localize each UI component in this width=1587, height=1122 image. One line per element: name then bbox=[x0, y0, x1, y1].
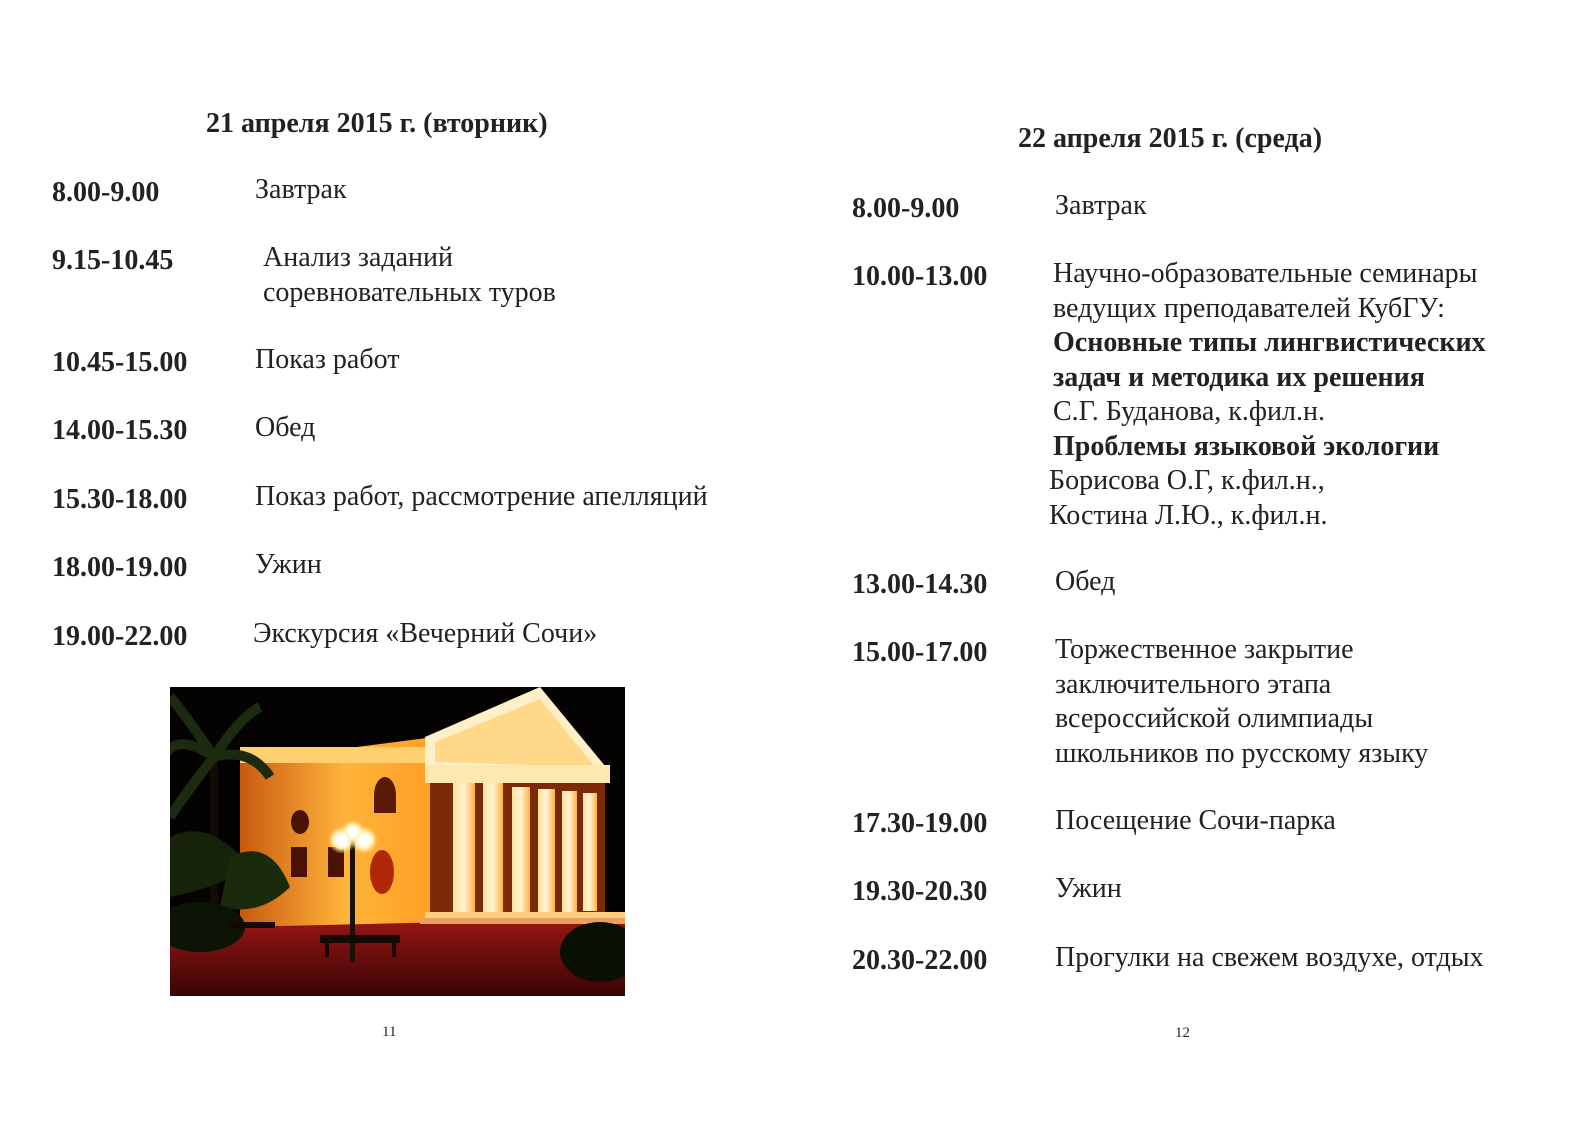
activity bbox=[253, 617, 597, 652]
activity bbox=[1055, 941, 1484, 976]
night-building-photo bbox=[170, 687, 625, 996]
lecturer-name: Костина Л.Ю., к.фил.н. bbox=[1049, 499, 1328, 531]
activity-line: Обед bbox=[1055, 566, 1116, 597]
activity-line: Анализ заданий bbox=[263, 242, 454, 273]
time-slot: 8.00-9.00 bbox=[52, 177, 160, 208]
page-number-left: 11 bbox=[382, 1024, 397, 1040]
activity-line: Торжественное закрытие bbox=[1055, 634, 1354, 665]
activity bbox=[1055, 189, 1147, 224]
activity-line: Показ работ bbox=[255, 344, 400, 375]
time-slot: 15.00-17.00 bbox=[852, 637, 988, 668]
day-title-left: 21 апреля 2015 г. (вторник) bbox=[206, 108, 548, 139]
activity bbox=[1055, 565, 1115, 600]
time-slot: 10.45-15.00 bbox=[52, 347, 188, 378]
activity-line: Посещение Сочи-парка bbox=[1055, 805, 1336, 836]
activity-line: Прогулки на свежем воздухе, отдых bbox=[1055, 942, 1484, 973]
time-slot: 15.30-18.00 bbox=[52, 484, 188, 515]
activity-line: Экскурсия «Вечерний Сочи» bbox=[253, 618, 598, 649]
activity bbox=[255, 173, 347, 208]
time-slot: 17.30-19.00 bbox=[852, 808, 988, 839]
activity-line: Научно-образовательные семинары bbox=[1053, 258, 1478, 289]
lecturer-name: С.Г. Буданова, к.фил.н. bbox=[1053, 396, 1325, 427]
activity bbox=[1055, 872, 1122, 907]
activity-line: всероссийской олимпиады bbox=[1055, 703, 1374, 734]
lecturer-name: Борисова О.Г, к.фил.н., bbox=[1049, 465, 1325, 496]
activity-line: заключительного этапа bbox=[1055, 668, 1332, 700]
activity-line: Показ работ, рассмотрение апелляций bbox=[255, 481, 708, 512]
activity-line: Ужин bbox=[255, 549, 322, 580]
activity bbox=[255, 548, 322, 583]
activity bbox=[255, 343, 399, 378]
activity-line: ведущих преподавателей КубГУ: bbox=[1053, 292, 1445, 324]
time-slot: 19.00-22.00 bbox=[52, 621, 188, 652]
activity-line: Завтрак bbox=[1055, 190, 1147, 221]
time-slot: 18.00-19.00 bbox=[52, 552, 188, 583]
activity bbox=[255, 411, 315, 446]
activity bbox=[1055, 633, 1428, 771]
activity-line: школьников по русскому языку bbox=[1055, 737, 1429, 769]
page-number-right: 12 bbox=[1175, 1025, 1190, 1041]
seminar-title: Основные типы лингвистических bbox=[1053, 327, 1486, 358]
time-slot: 10.00-13.00 bbox=[852, 261, 988, 292]
time-slot: 13.00-14.30 bbox=[852, 569, 988, 600]
activity bbox=[263, 241, 556, 310]
activity bbox=[1049, 257, 1486, 533]
activity-line: соревновательных туров bbox=[263, 276, 556, 308]
time-slot: 9.15-10.45 bbox=[52, 245, 174, 276]
activity-line: Обед bbox=[255, 412, 316, 443]
time-slot: 20.30-22.00 bbox=[852, 945, 988, 976]
time-slot: 8.00-9.00 bbox=[852, 193, 960, 224]
time-slot: 14.00-15.30 bbox=[52, 415, 188, 446]
activity bbox=[255, 480, 708, 515]
day-title-right: 22 апреля 2015 г. (среда) bbox=[1018, 123, 1323, 154]
seminar-title: Проблемы языковой экологии bbox=[1053, 430, 1440, 462]
activity-line: Ужин bbox=[1055, 873, 1122, 904]
seminar-title: задач и методика их решения bbox=[1053, 361, 1425, 393]
activity-line: Завтрак bbox=[255, 174, 347, 205]
activity bbox=[1055, 804, 1336, 839]
time-slot: 19.30-20.30 bbox=[852, 876, 988, 907]
